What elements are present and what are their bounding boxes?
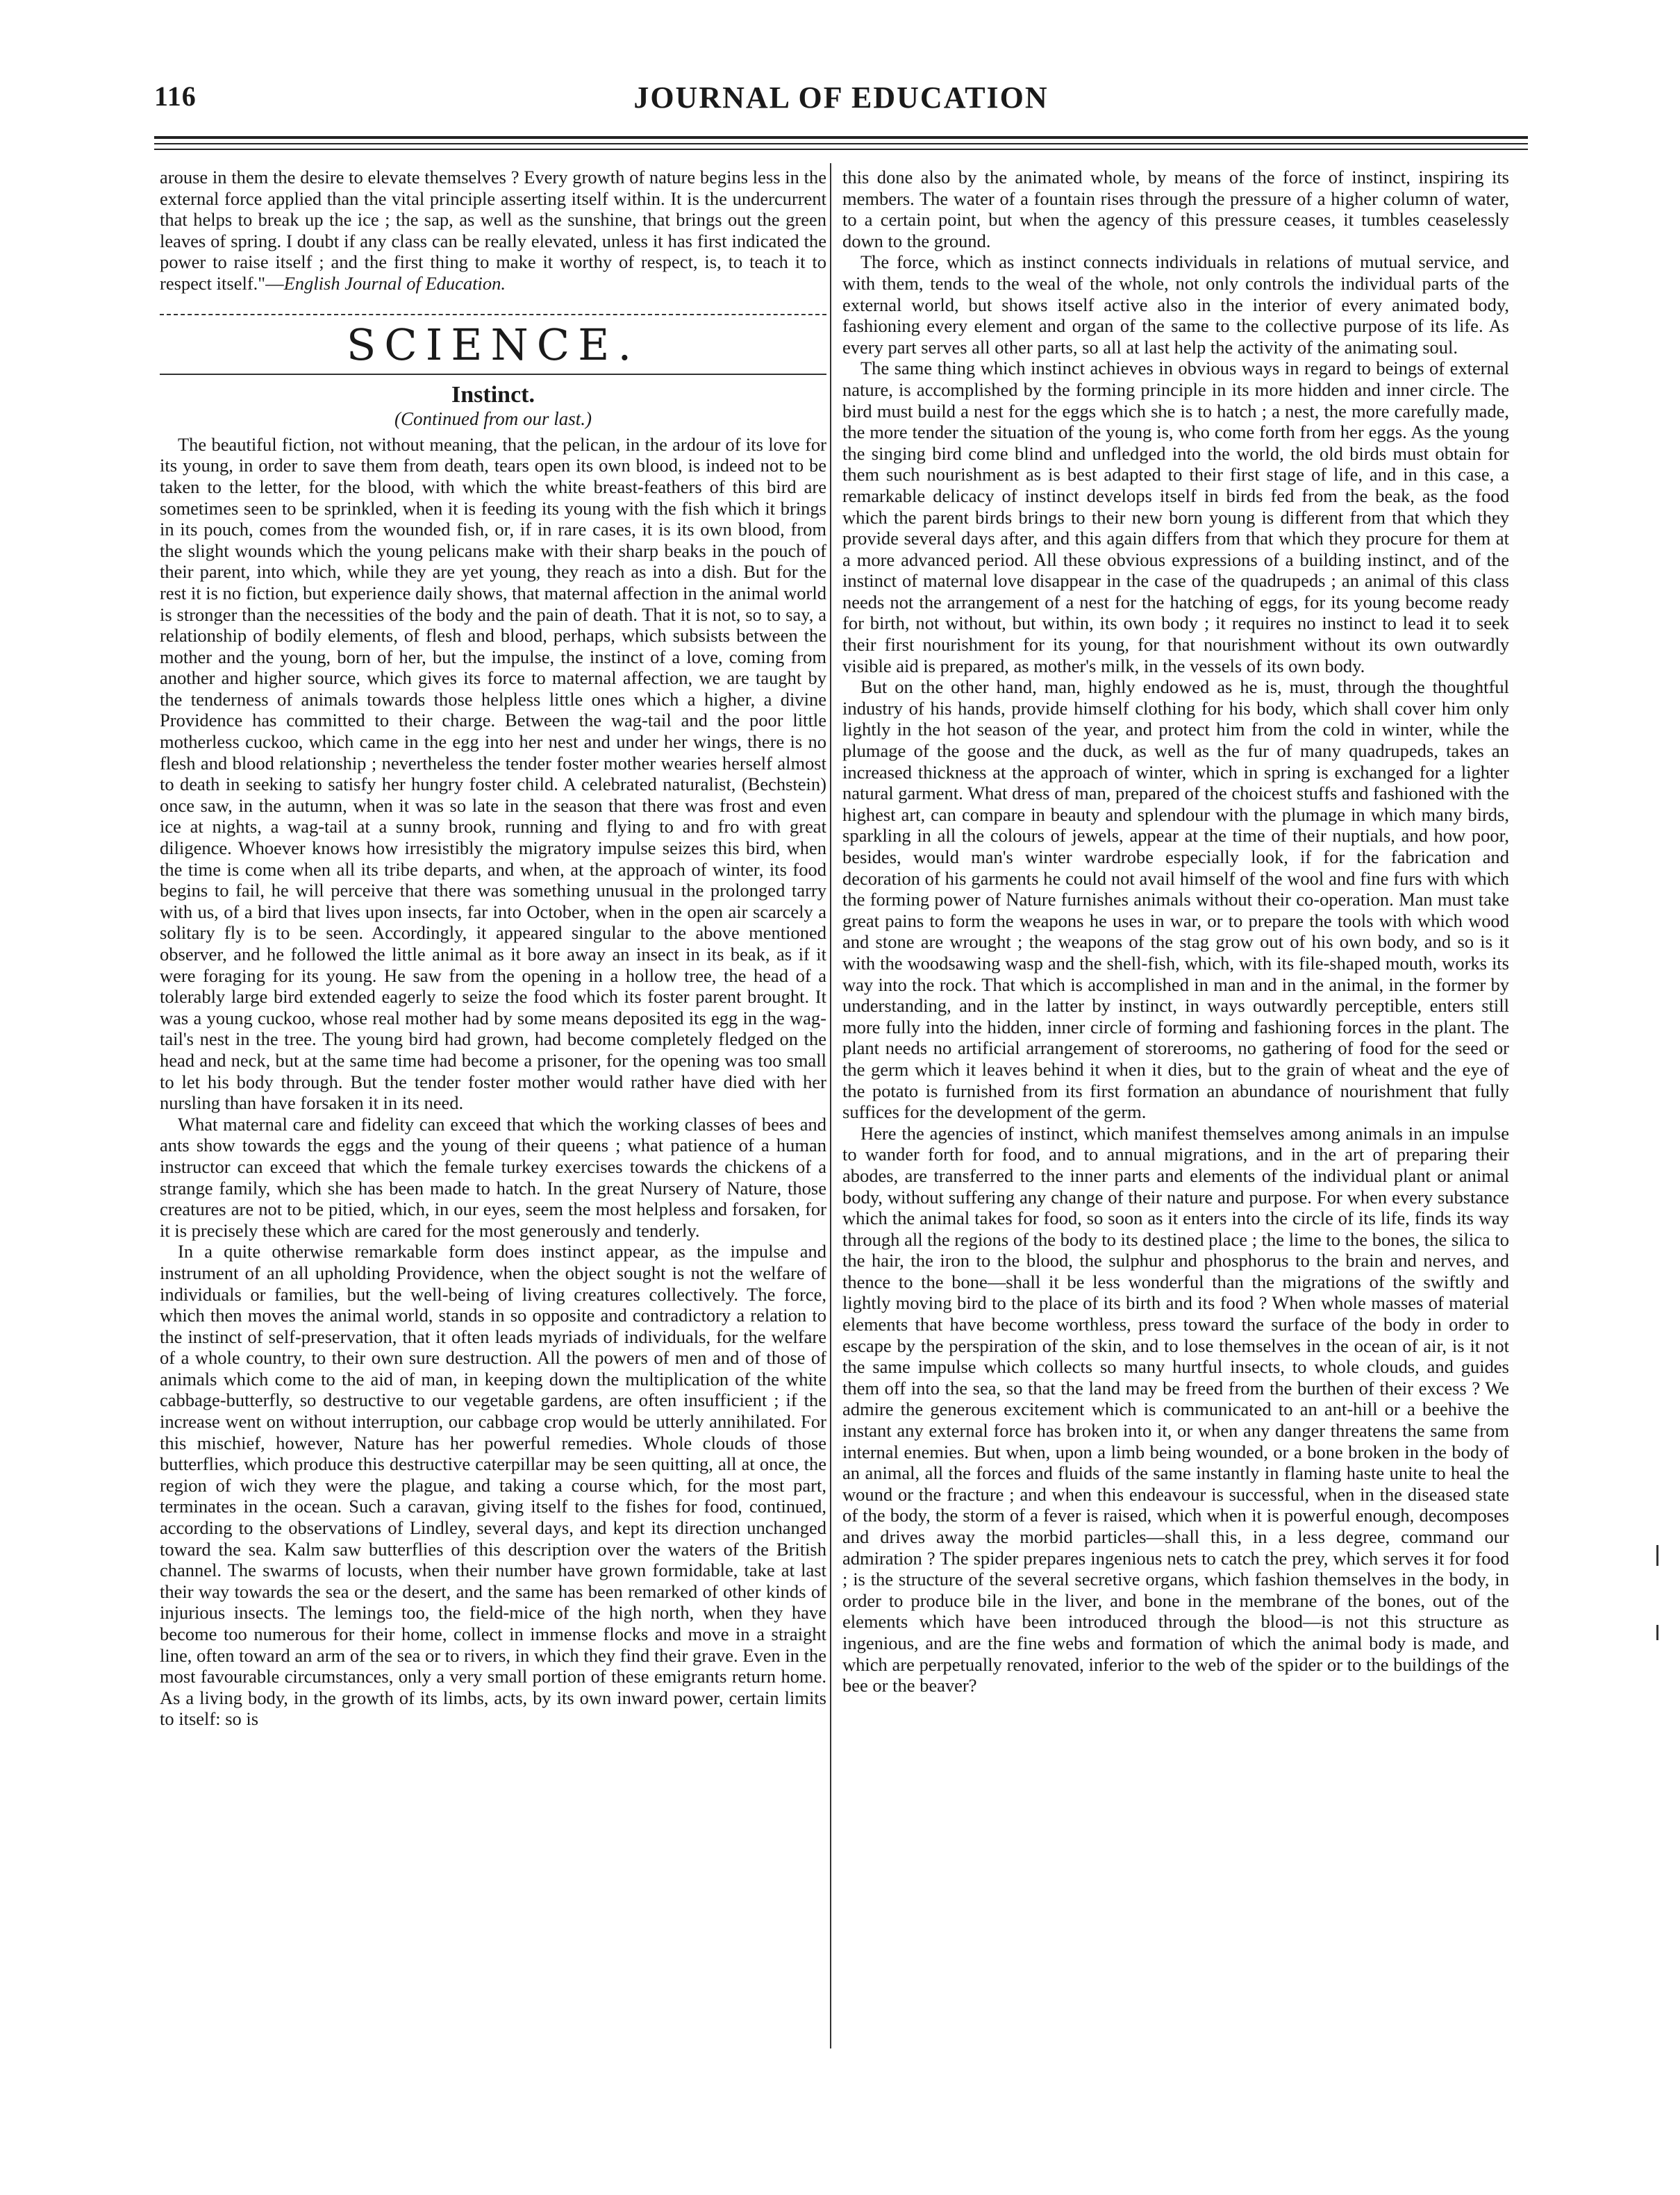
page-number: 116 xyxy=(154,81,197,112)
article-subtitle: (Continued from our last.) xyxy=(394,408,592,430)
article-title: Instinct. xyxy=(451,381,535,408)
header-rule xyxy=(154,143,1528,144)
journal-title: JOURNAL OF EDUCATION xyxy=(633,81,1049,115)
article-paragraph: Here the agencies of instinct, which manifest themselves among animals in an impulse to wander forth for food, and to annual migrations, and in the art of preparing their abodes, are transferred to the inner parts and elements of the individual plant or animal body, without suffering any change of their nature and purpose. For when every substance which the animal takes for food, so soon as it enters into the circle of its life, finds its way through all the regions of the body to its destined place ; the lime to the bones, the silica to the hair, the iron to the blood, the sulphur and phosphorus to the brain and nerves, and thence to the bone—shall it be less wonderful than the migrations of the swiftly and lightly moving bird to the place of its birth and its food ? When whole masses of material elements that have become worthless, press toward the surface of the body in order to escape by the perspiration of the skin, and to lose themselves in the ocean of air, is it not the same impulse which collects so many hurtful insects, to whole clouds, and guides them off into the sea, so that the land may be freed from the burthen of their excess ? We admire the generous excitement which is communicated to an ant-hill or a beehive the instant any external force has broken into it, or when any danger threatens the same from internal enemies. But when, upon a limb being wounded, or a bone broken in the body of an animal, all the forces and fluids of the same instantly in flaming haste unite to heal the wound or the fracture ; and when this endeavour is successful, when in the diseased state of the body, the storm of a fever is raised, which when it is powerful enough, decomposes and drives away the morbid particles—shall this, in a less degree, command our admiration ? The spider prepares ingenious nets to catch the prey, which serves it for food ; is the structure of the several secretive organs, which fashion themselves in the body, in order to produce bile in the liver, and bone in the membrane of the bones, out of the elements which have been introduced through the blood—is not this structure as ingenious, and are the fine webs and formation of which the animal body is made, and which are perpetually renovated, inferior to the web of the spider or to the buildings of the bee or the beaver? xyxy=(842,1122,1509,1696)
margin-mark xyxy=(1656,1545,1658,1566)
left-column xyxy=(160,167,826,1730)
page-header xyxy=(154,80,1528,122)
article-paragraph: But on the other hand, man, highly endowed as he is, must, through the thoughtful industry of his hands, provide himself clothing for his body, which shall cover him only lightly in the hot season of the year, and protect him from the cold in winter, while the plumage of the goose and the duck, as well as the fur of many quadrupeds, takes an increased thickness at the approach of winter, which in spring is exchanged for a lighter natural garment. What dress of man, prepared of the choicest stuffs and fashioned with the highest art, can compare in beauty and splendour with the plumage in which many birds, sparkling in all the colours of jewels, appear at the time of their nuptials, and how poor, besides, would man's winter wardrobe especially look, if for the fabrication and decoration of his garments he could not avail himself of the wool and fine furs with which the forming power of Nature furnishes animals without their co-operation. Man must take great pains to form the weapons he uses in war, or to prepare the tools with which wood and stone are wrought ; the weapons of the stag grow out of his own body, and so is it with the woodsawing wasp and the shell-fish, which, with its file-shaped mouth, works its way into the rock. That which is accomplished in man and in the animal, in the former by understanding, and in the latter by instinct, in ways outwardly perceptible, enters still more fully into the hidden, inner circle of forming and fashioning forces in the plant. The plant needs no artificial arrangement of storerooms, no gathering of food for the seed or the germ which it leaves behind it when it dies, but to the grain of wheat and the eye of the potato is furnished from its first formation an abundance of nourishment that fully suffices for the development of the germ. xyxy=(842,676,1509,1123)
continuation-text: arouse in them the desire to elevate themselves ? Every growth of nature begins less in the external force applied than the vital principle asserting itself within. It is the undercurrent that helps to break up the ice ; the sap, as well as the sunshine, that brings out the green leaves of spring. I doubt if any class can be really elevated, unless it has first indicated the power to raise itself ; and the first thing to make it worthy of respect, is, to teach it to respect itself."— xyxy=(160,167,826,294)
right-column xyxy=(842,167,1509,1696)
article-paragraph: The same thing which instinct achieves in obvious ways in regard to beings of external nature, is accomplished by the forming principle in its more hidden and inner circle. The bird must build a nest for the eggs which she is to hatch ; a nest, the more carefully made, the more tender the situation of the young is, who come forth from her eggs. As the young the singing bird come blind and unfledged into the world, the old birds must obtain for them such nourishment as is best adapted to their first stage of life, and in this case, a remarkable delicacy of instinct develops itself in birds fed from the beak, as the food which the parent birds brings to their new born young is different from that which they provide several days after, and this again differs from that which they procure for them at a more advanced period. All these obvious expressions of a building instinct, and of the instinct of maternal love disappear in the case of the quadrupeds ; an animal of this class needs not the arrangement of a nest for the hatching of eggs, for its young become ready for birth, not without, but within, its own body ; it requires no instinct to lead it to seek their first nourishment for its young, for that nourishment without its own outwardly visible aid is prepared, as mother's milk, in the vessels of its own body. xyxy=(842,358,1509,676)
section-rule xyxy=(160,314,826,317)
attribution: English Journal of Education. xyxy=(283,272,506,294)
section-heading xyxy=(160,314,826,375)
article-paragraph: this done also by the animated whole, by means of the force of instinct, inspiring its members. The water of a fountain rises through the pressure of a higher column of water, to a certain point, but when the agency of this pressure ceases, it tumbles ceaselessly down to the ground. xyxy=(842,167,1509,251)
header-rule xyxy=(154,149,1528,150)
continuation-paragraph xyxy=(160,167,826,294)
article-paragraph: In a quite otherwise remarkable form does instinct appear, as the impulse and instrument of an all upholding Providence, when the object sought is not the welfare of individuals or families, but the well-being of living creatures collectively. The force, which then moves the animal world, stands in so opposite and contradictory a relation to the instinct of self-preservation, that it often leads myriads of individuals, for the welfare of a whole country, to their own sure destruction. All the powers of men and of those of animals which come to the aid of man, in keeping down the multiplication of the white cabbage-butterfly, so destructive to our vegetable gardens, are often insufficient ; if the increase went on without interruption, our cabbage crop would be utterly annihilated. For this mischief, however, Nature has her powerful remedies. Whole clouds of those butterflies, which produce this destructive caterpillar may be seen quitting, all at once, the region of wich they were the plague, and taking a course which, for the most part, terminates in the ocean. Such a caravan, giving itself to the fishes for food, continued, according to the observations of Lindley, several days, and kept its direction unchanged toward the sea. Kalm saw butterflies of this description over the waters of the British channel. The swarms of locusts, when their number have grown formidable, take at last their way towards the sea or the desert, and the same has been remarked of other kinds of injurious insects. The lemings too, the field-mice of the high north, when they have become too numerous for their home, collect in immense flocks and move in a straight line, often toward an arm of the sea or to rivers, in which they find their grave. Even in the most favourable circumstances, only a very small portion of these emigrants return home. As a living body, in the growth of its limbs, acts, by its own inward power, certain limits to itself: so is xyxy=(160,1241,826,1730)
article-paragraph: The beautiful fiction, not without meaning, that the pelican, in the ardour of its love for its young, in order to save them from death, tears open its own blood, is indeed not to be taken to the letter, for the blood, with which the white breast-feathers of this bird are sometimes seen to be sprinkled, when it is feeding its young with the fish which it brings in its pouch, comes from the wounded fish, or, if in rare cases, it is its own blood, from the slight wounds which the young pelicans make with their sharp beaks in the pouch of their parent, into which, while they are yet young, they reach as into a dish. But for the rest it is no fiction, but experience daily shows, that maternal affection in the animal world is stronger than the necessities of the body and the pain of death. That it is not, so to say, a relationship of bodily elements, of flesh and blood, perhaps, which subsists between the mother and the young, born of her, but the impulse, the instinct of a love, coming from another and higher source, which gives its force to maternal affection, we are taught by the tenderness of animals towards those helpless little ones which a higher, a divine Providence has committed to their charge. Between the wag-tail and the poor little motherless cuckoo, which came in the egg into her nest and under her wings, there is no flesh and blood relationship ; nevertheless the tender foster mother wearies herself almost to death in seeking to satisfy her hungry foster child. A celebrated naturalist, (Bechstein) once saw, in the autumn, when it was so late in the season that there was frost and even ice at nights, a wag-tail at a sunny brook, running and flying to and fro with great diligence. Whoever knows how irresistibly the migratory impulse seizes this bird, when the time is come when all its tribe departs, and when, at the approach of winter, its food begins to fail, he will perceive that there was something unusual in the prolonged tarry with us, of a bird that lives upon insects, far into October, when in the open air scarcely a solitary fly is to be seen. Accordingly, it appeared singular to the above mentioned observer, and he followed the little animal as it bore away an insect in its beak, as if it were foraging for its young. He saw from the opening in a hollow tree, the head of a tolerably large bird extended eagerly to seize the food which its foster parent brought. It was a young cuckoo, whose real mother had by some means deposited its egg in the wag-tail's nest in the tree. The young bird had grown, had become completely fledged on the head and neck, but at the same time had become a prisoner, for the opening was too small to let his body through. But the tender foster mother would rather have died with her nursling than have forsaken it in its need. xyxy=(160,433,826,1114)
margin-mark xyxy=(1656,1625,1658,1640)
section-rule xyxy=(160,374,826,375)
header-rule xyxy=(154,136,1528,139)
article-paragraph: The force, which as instinct connects individuals in relations of mutual service, and with them, tends to the weal of the whole, not only controls the individual parts of the external world, but shows itself active also in the interior of every animated body, fashioning every element and organ of the same to the collective purpose of its life. As every part serves all other parts, so all at last help the activity of the animating soul. xyxy=(842,251,1509,358)
section-title: SCIENCE. xyxy=(346,319,640,370)
article-paragraph: What maternal care and fidelity can exceed that which the working classes of bees and ants show towards the eggs and the young of their queens ; what patience of a human instructor can exceed that which the female turkey exercises towards the chickens of a strange family, which she has been made to hatch. In the great Nursery of Nature, those creatures are not to be pitied, which, in our eyes, seem the most helpless and forsaken, for it is precisely these which are cared for the most generously and tenderly. xyxy=(160,1113,826,1241)
column-divider xyxy=(830,163,831,2048)
